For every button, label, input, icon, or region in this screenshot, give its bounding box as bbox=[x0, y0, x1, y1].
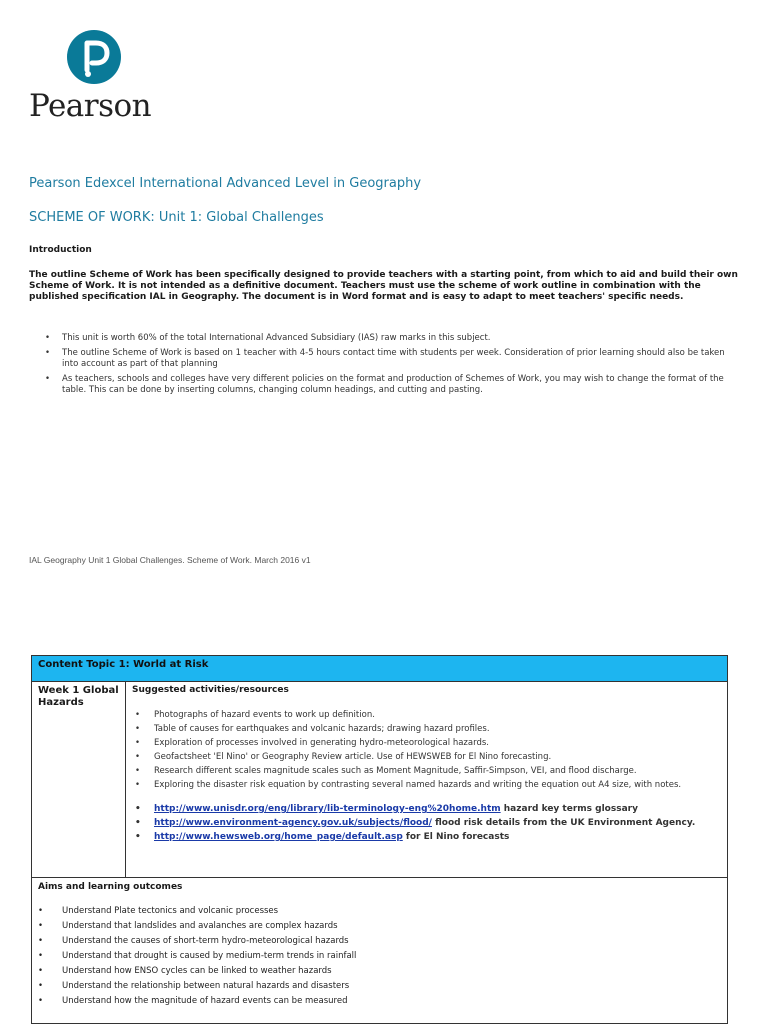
intro-heading: Introduction bbox=[29, 245, 92, 255]
aims-heading: Aims and learning outcomes bbox=[38, 882, 183, 892]
list-item bbox=[135, 832, 721, 843]
table-header: Content Topic 1: World at Risk bbox=[32, 656, 727, 682]
list-item bbox=[135, 818, 721, 829]
environment-agency-link[interactable]: http://www.environment-agency.gov.uk/subjects/flood/ bbox=[154, 818, 432, 828]
scheme-table bbox=[31, 655, 728, 1024]
document-subtitle: SCHEME OF WORK: Unit 1: Global Challenges bbox=[29, 210, 324, 225]
resource-links bbox=[135, 804, 721, 843]
document-title: Pearson Edexcel International Advanced Level in Geography bbox=[29, 176, 422, 191]
list-item: • Photographs of hazard events to work up definition. bbox=[135, 710, 721, 721]
intro-bullet-list bbox=[45, 333, 735, 400]
list-item: • Geofactsheet 'El Nino' or Geography Review article. Use of HEWSWEB for El Nino forecasting. bbox=[135, 752, 721, 763]
activities-list bbox=[135, 710, 721, 791]
list-item: • Understand how ENSO cycles can be linked to weather hazards bbox=[38, 966, 721, 977]
aims-list bbox=[38, 906, 721, 1007]
list-item: • The outline Scheme of Work is based on 1 teacher with 4-5 hours contact time with students per week. Consideration of prior learning should also be taken into account as part of that planning bbox=[45, 348, 735, 370]
list-item: • As teachers, schools and colleges have very different policies on the format and production of Schemes of Work, you may wish to change the format of the table. This can be done by inserting columns, changing column headings, and cutting and pasting. bbox=[45, 374, 735, 396]
list-item: • Understand that drought is caused by medium-term trends in rainfall bbox=[38, 951, 721, 962]
aims-cell bbox=[32, 878, 727, 1015]
pearson-p-icon bbox=[67, 30, 121, 84]
unisdr-link[interactable]: http://www.unisdr.org/eng/library/lib-terminology-eng%20home.htm bbox=[154, 804, 501, 814]
week-cell: Week 1 Global Hazards bbox=[32, 682, 126, 877]
list-item: • Research different scales magnitude scales such as Moment Magnitude, Saffir-Simpson, VEI, and flood discharge. bbox=[135, 766, 721, 777]
table-row bbox=[32, 682, 727, 878]
brand-wordmark: Pearson bbox=[29, 88, 152, 124]
list-item: • Understand Plate tectonics and volcanic processes bbox=[38, 906, 721, 917]
footer-note: IAL Geography Unit 1 Global Challenges. Scheme of Work. March 2016 v1 bbox=[29, 555, 311, 565]
list-item: • Table of causes for earthquakes and volcanic hazards; drawing hazard profiles. bbox=[135, 724, 721, 735]
list-item: • Understand the causes of short-term hydro-meteorological hazards bbox=[38, 936, 721, 947]
link-description: for El Nino forecasts bbox=[402, 832, 510, 842]
list-item: • Understand that landslides and avalanches are complex hazards bbox=[38, 921, 721, 932]
hewsweb-link[interactable]: http://www.hewsweb.org/home_page/default.asp bbox=[154, 832, 403, 842]
list-item: • This unit is worth 60% of the total International Advanced Subsidiary (IAS) raw marks in this subject. bbox=[45, 333, 735, 344]
link-description: hazard key terms glossary bbox=[500, 804, 638, 814]
list-item bbox=[135, 804, 721, 815]
suggested-heading: Suggested activities/resources bbox=[132, 685, 289, 695]
list-item: • Exploration of processes involved in generating hydro-meteorological hazards. bbox=[135, 738, 721, 749]
link-description: flood risk details from the UK Environment Agency. bbox=[431, 818, 696, 828]
intro-paragraph: The outline Scheme of Work has been specifically designed to provide teachers with a starting point, from which to aid and build their own Scheme of Work. It is not intended as a definitive document. Teachers must use the scheme of work outline in combination with the published specification IAL in Geography. The document is in Word format and is easy to adapt to meet teachers' specific needs. bbox=[29, 270, 738, 302]
list-item: • Understand how the magnitude of hazard events can be measured bbox=[38, 996, 721, 1007]
list-item: • Exploring the disaster risk equation by contrasting several named hazards and writing the equation out A4 size, with notes. bbox=[135, 780, 721, 791]
list-item: • Understand the relationship between natural hazards and disasters bbox=[38, 981, 721, 992]
activities-cell bbox=[126, 682, 727, 877]
